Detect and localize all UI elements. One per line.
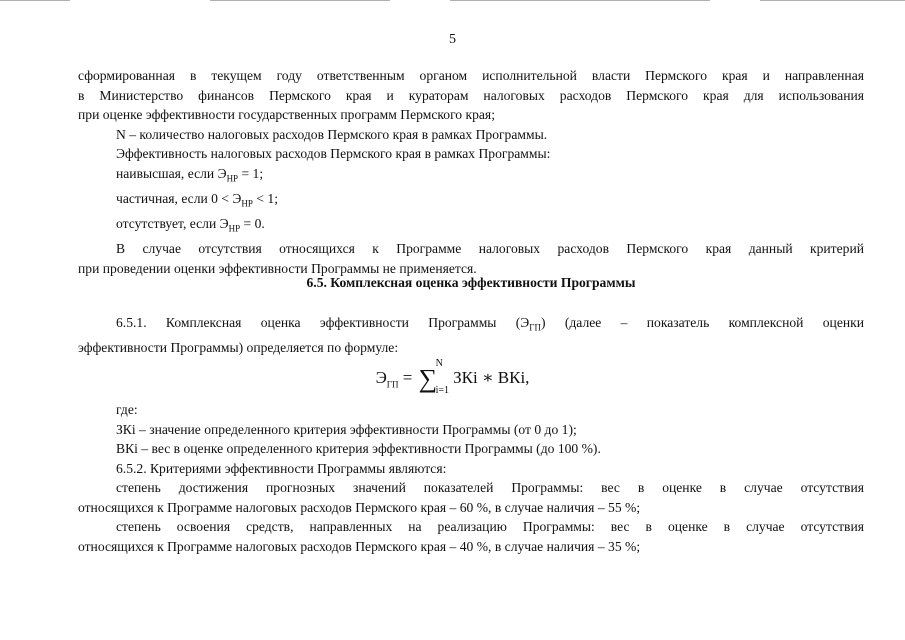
text-line: относящихся к Программе налоговых расходов Пермского края – 60 %, в случае наличия – 55 %; (78, 499, 641, 515)
definitions-block (78, 400, 864, 556)
sigma-symbol: ∑ (418, 364, 438, 393)
vki-definition: ВКi – вес в оценке определенного критерия эффективности Программы (до 100 %). (116, 441, 601, 456)
formula (0, 358, 905, 396)
formula-body: ЗКi ∗ ВКi, (453, 367, 530, 387)
text-line: степень освоения средств, направленных на реализацию Программы: вес в оценке в случае отсутствия (116, 519, 864, 534)
efficiency-title: Эффективность налоговых расходов Пермского края в рамках Программы: (116, 146, 551, 161)
page-number: 5 (449, 32, 456, 47)
text-line: при проведении оценки эффективности Программы не применяется. (78, 260, 477, 276)
criteria-title: 6.5.2. Критериями эффективности Программы являются: (116, 460, 447, 476)
condition-highest: наивысшая, если $Э_{НР} = 1$; (116, 165, 264, 184)
text-line: в Министерство финансов Пермского края и кураторам налоговых расходов Пермского края для использования (78, 87, 864, 103)
text-line: при оценке эффективности государственных программ Пермского края; (78, 107, 495, 122)
sum-upper-limit: N (435, 358, 443, 369)
paragraph-continuation (78, 66, 864, 278)
condition-absent: отсутствует, если $Э_{НР} = 0$. (116, 215, 265, 234)
where-label: где: (116, 402, 138, 417)
condition-partial: частичная, если $0 < Э_{НР} < 1$; (116, 190, 278, 209)
text-line: В случае отсутствия относящихся к Программе налоговых расходов Пермского края данный критерий (116, 241, 864, 257)
text-line: 6.5.1. Комплексная оценка эффективности Программы $(Э_{ГП})$ (далее – показатель комплексной оценки (116, 315, 865, 333)
text-line: степень достижения прогнозных значений показателей Программы: вес в оценке в случае отсутствия (116, 480, 864, 495)
section-heading: 6.5. Комплексная оценка эффективности Программы (306, 275, 636, 290)
sum-lower-limit: i=1 (435, 385, 450, 396)
sum-operator (418, 358, 450, 396)
text-line: сформированная в текущем году ответственным органом исполнительной власти Пермского края и направленная (78, 68, 864, 83)
paragraph-6-5-1 (78, 313, 864, 358)
formula-equals: = (398, 367, 417, 387)
n-definition: N – количество налоговых расходов Пермского края в рамках Программы. (116, 126, 548, 142)
formula-lhs: Э (375, 367, 387, 387)
text-line: относящихся к Программе налоговых расходов Пермского края – 40 %, в случае наличия – 35 %; (78, 538, 641, 554)
text-line: эффективности Программы) определяется по формуле: (78, 340, 399, 356)
scan-top-edge (0, 0, 905, 3)
formula-lhs-sub: ГП (386, 379, 399, 390)
zki-definition: ЗКi – значение определенного критерия эффективности Программы (от 0 до 1); (116, 421, 577, 437)
